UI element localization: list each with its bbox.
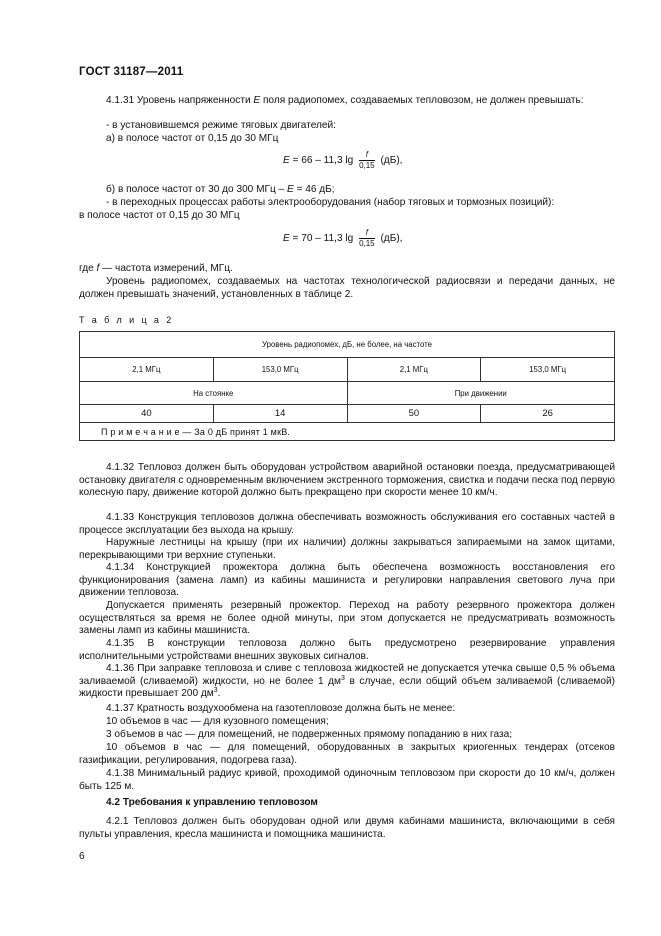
- text: б) в полосе частот от 30 до 300 МГц –: [106, 184, 287, 195]
- document-header: ГОСТ 31187—2011: [79, 66, 184, 78]
- list-item-air-1: 10 объемов в час — для кузовного помещения;: [106, 716, 329, 727]
- list-item-air-2: 3 объемов в час — для помещений, не подверженных прямому попаданию в них газа;: [106, 729, 513, 740]
- text: в случае, если общий объем заливаемой (сливаемой) жидкости превышает 200 дм: [79, 675, 615, 700]
- text: .: [217, 688, 221, 700]
- list-item-steady-mode: - в установившемся режиме тяговых двигателей:: [106, 120, 336, 131]
- table-cell-freq: 2,1 МГц: [347, 358, 481, 382]
- list-item-a: а) в полосе частот от 0,15 до 30 МГц: [106, 133, 279, 144]
- text: 4.1.36 При заправке тепловоза и сливе с тепловоза жидкостей не допускается утечка свыше 0,5 % объема заливаемой (сливаемой) жидкости, но не более 1 дм: [79, 663, 615, 687]
- table-header: Уровень радиопомех, дБ, не более, на частоте: [80, 332, 615, 358]
- superscript: 3: [341, 674, 345, 682]
- table-cell-freq: 153,0 МГц: [481, 358, 615, 382]
- superscript: 3: [213, 687, 218, 695]
- table-2: [79, 331, 615, 441]
- list-item-transient: - в переходных процессах работы электрооборудования (набор тяговых и тормозных позиций):: [106, 197, 555, 208]
- numerator: f: [359, 150, 375, 161]
- formula-unit: (дБ),: [377, 233, 403, 245]
- denominator: 0,15: [359, 161, 375, 170]
- fraction: [359, 228, 375, 249]
- table-cell-mode: На стоянке: [80, 382, 348, 405]
- formula-text: = 66 – 11,3 lg: [289, 155, 357, 167]
- paragraph-4-1-34: 4.1.34 Конструкцией прожектора должна быть обеспечена возможность восстановления его функционирования (замена ламп) из кабины машиниста и регулировки направления светового луча при движении тепловоза.: [79, 562, 615, 599]
- paragraph-4-2-1: 4.2.1 Тепловоз должен быть оборудован одной или двумя кабинами машиниста, включающими в себя пульты управления, кресла машиниста и помощника машиниста.: [79, 816, 615, 840]
- symbol-e: E: [283, 233, 290, 245]
- text: где: [79, 263, 97, 274]
- list-item-band: в полосе частот от 0,15 до 30 МГц: [79, 210, 240, 221]
- formula-2: [283, 228, 403, 249]
- symbol-f: f: [96, 263, 100, 274]
- section-heading-4-2: 4.2 Требования к управлению тепловозом: [106, 797, 318, 808]
- symbol-e: E: [286, 184, 294, 195]
- where-clause: [79, 263, 615, 276]
- numerator: f: [359, 228, 375, 239]
- paragraph-4-1-33-ladders: Наружные лестницы на крышу (при их наличии) должны закрываться запираемыми на замок щитами, перекрывающими три верхние ступеньки.: [79, 537, 615, 561]
- table-cell-value: 26: [481, 405, 615, 423]
- table-note: П р и м е ч а н и е — За 0 дБ принят 1 мкВ.: [80, 423, 615, 441]
- table-cell-value: 40: [80, 405, 214, 423]
- table-cell-value: 50: [347, 405, 481, 423]
- symbol-e: E: [283, 155, 290, 167]
- paragraph-4-1-31: [79, 95, 615, 108]
- table-cell-mode: При движении: [347, 382, 615, 405]
- table-cell-freq: 2,1 МГц: [80, 358, 214, 382]
- formula-1: [283, 150, 403, 171]
- text: — частота измерений, МГц.: [99, 263, 233, 274]
- paragraph-4-1-33: 4.1.33 Конструкция тепловозов должна обеспечивать возможность обслуживания его составных частей в процессе эксплуатации без выхода на крышу.: [79, 512, 615, 536]
- paragraph-4-1-36: [79, 663, 615, 701]
- page-number: 6: [79, 851, 85, 862]
- formula-text: = 70 – 11,3 lg: [289, 233, 357, 245]
- formula-unit: (дБ),: [377, 155, 403, 167]
- text: = 46 дБ;: [293, 184, 335, 195]
- list-item-b: [79, 184, 615, 197]
- paragraph-4-1-34-reserve: Допускается применять резервный прожектор. Переход на работу резервного прожектора должен осуществляться за время не более одной минуты, при этом допускается не предусматривать возможность замены ламп из кабины машиниста.: [79, 600, 615, 637]
- paragraph-radio-levels: Уровень радиопомех, создаваемых на частотах технологической радиосвязи и передачи данных, не должен превышать значений, установленных в таблице 2.: [79, 276, 615, 300]
- table-cell-value: 14: [213, 405, 347, 423]
- paragraph-4-1-32: 4.1.32 Тепловоз должен быть оборудован устройством аварийной остановки поезда, предусматривающей остановку двигателя с одновременным включением экстренного торможения, свистка и подачи песка под первую колесную пару, движение которой должно быть прекращено при скорости менее 10 км/ч.: [79, 462, 615, 499]
- denominator: 0,15: [359, 239, 375, 248]
- table-cell-freq: 153,0 МГц: [213, 358, 347, 382]
- paragraph-4-1-37: 4.1.37 Кратность воздухообмена на газотепловозе должна быть не менее:: [106, 703, 456, 714]
- fraction: [359, 150, 375, 171]
- paragraph-4-1-35: 4.1.35 В конструкции тепловоза должно быть предусмотрено резервирование управления исполнительными устройствами внешних звуковых сигналов.: [79, 638, 615, 662]
- paragraph-4-1-38: 4.1.38 Минимальный радиус кривой, проходимой одиночным тепловозом при скорости до 10 км/ч, должен быть 125 м.: [79, 768, 615, 792]
- list-item-air-3: 10 объемов в час — для помещений, оборудованных в закрытых криогенных тендерах (отсеков газификации, регулирования, подогрева газа).: [79, 742, 615, 766]
- text: поля радиопомех, создаваемых тепловозом, не должен превышать:: [260, 95, 584, 106]
- text: 4.1.31 Уровень напряженности: [106, 95, 254, 106]
- table-caption: Т а б л и ц а 2: [79, 315, 174, 325]
- symbol-e: E: [253, 95, 261, 106]
